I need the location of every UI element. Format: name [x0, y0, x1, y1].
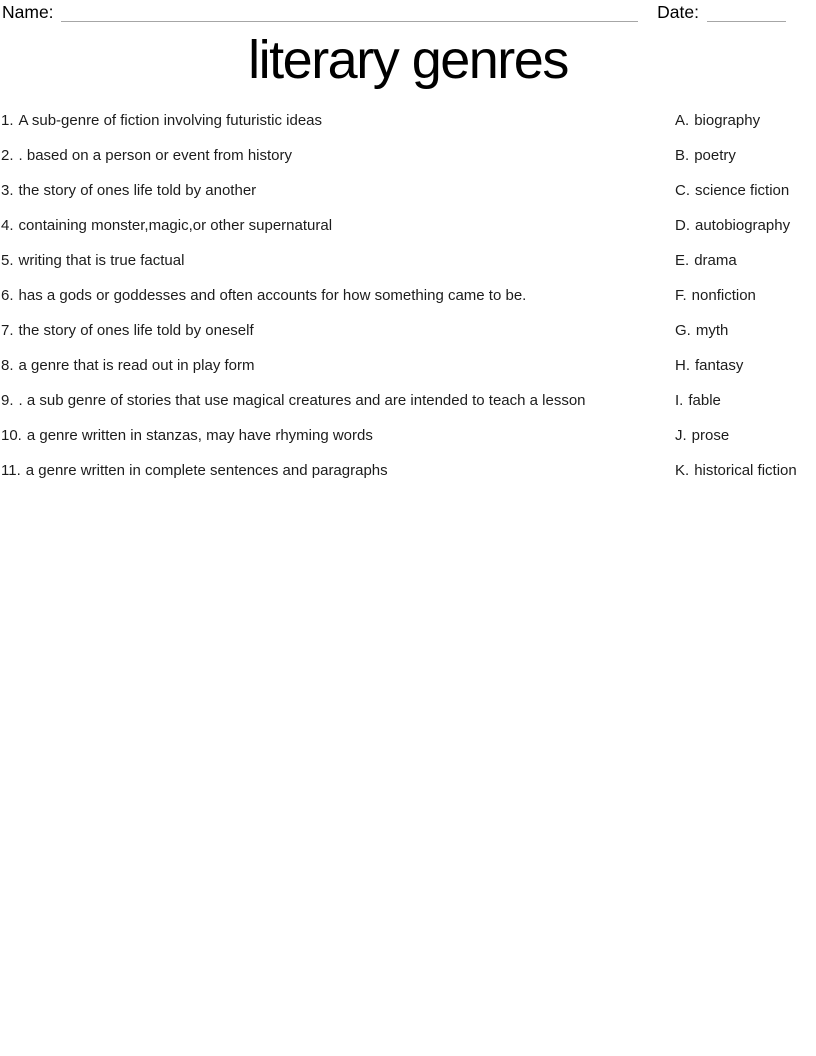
clue-row [1, 313, 675, 348]
clue-number: 7. [1, 322, 14, 339]
answer-letter: K. [675, 462, 690, 479]
matching-exercise [0, 103, 816, 488]
answer-letter: B. [675, 147, 690, 164]
answer-row [675, 103, 816, 138]
answer-row [675, 243, 816, 278]
answer-text: fable [688, 392, 721, 409]
clue-number: 8. [1, 357, 14, 374]
answer-text: autobiography [695, 217, 791, 234]
answer-row [675, 418, 816, 453]
clue-text: a genre written in stanzas, may have rhyming words [26, 427, 373, 444]
clue-text: A sub-genre of fiction involving futuristic ideas [18, 112, 323, 129]
clue-number: 4. [1, 217, 14, 234]
answer-text: poetry [694, 147, 736, 164]
clue-text: containing monster,magic,or other supernatural [18, 217, 333, 234]
answer-text: fantasy [695, 357, 744, 374]
clue-row [1, 418, 675, 453]
answer-letter: J. [675, 427, 687, 444]
clue-text: writing that is true factual [18, 252, 185, 269]
clue-text: the story of ones life told by another [18, 182, 257, 199]
answer-letter: D. [675, 217, 690, 234]
page-title: literary genres [248, 30, 568, 90]
answer-letter: E. [675, 252, 690, 269]
name-field-group [2, 2, 657, 22]
answer-text: prose [691, 427, 730, 444]
answer-letter: H. [675, 357, 690, 374]
answer-letter: C. [675, 182, 690, 199]
clue-text: a genre that is read out in play form [18, 357, 255, 374]
clue-number: 10. [1, 427, 22, 444]
answer-text: myth [695, 322, 729, 339]
clue-text: has a gods or goddesses and often accounts for how something came to be. [18, 287, 527, 304]
answer-row [675, 453, 816, 488]
clue-number: 1. [1, 112, 14, 129]
clue-row [1, 348, 675, 383]
answer-row [675, 383, 816, 418]
clue-number: 9. [1, 392, 14, 409]
answer-letter: F. [675, 287, 687, 304]
answer-text: historical fiction [694, 462, 797, 479]
answer-text: biography [694, 112, 761, 129]
answer-text: nonfiction [691, 287, 756, 304]
answer-row [675, 138, 816, 173]
clue-text: the story of ones life told by oneself [18, 322, 254, 339]
date-field-group [657, 2, 786, 22]
name-label: Name: [2, 2, 54, 22]
answer-row [675, 348, 816, 383]
clue-row [1, 383, 675, 418]
clue-number: 2. [1, 147, 14, 164]
clue-row [1, 208, 675, 243]
clue-number: 5. [1, 252, 14, 269]
answer-letter: A. [675, 112, 690, 129]
clue-row [1, 173, 675, 208]
clue-number: 11. [1, 462, 21, 479]
clues-column [1, 103, 675, 488]
answer-row [675, 208, 816, 243]
clue-number: 3. [1, 182, 14, 199]
clue-number: 6. [1, 287, 14, 304]
answer-row [675, 278, 816, 313]
answers-column [675, 103, 816, 488]
answer-letter: I. [675, 392, 684, 409]
clue-text: . a sub genre of stories that use magical creatures and are intended to teach a lesson [18, 392, 586, 409]
worksheet-header [0, 2, 816, 22]
date-blank-line [707, 6, 786, 22]
clue-row [1, 453, 675, 488]
clue-row [1, 278, 675, 313]
clue-row [1, 138, 675, 173]
clue-text: . based on a person or event from history [18, 147, 292, 164]
name-blank-line [61, 6, 639, 22]
date-label: Date: [657, 2, 699, 22]
answer-row [675, 313, 816, 348]
answer-text: drama [694, 252, 737, 269]
clue-row [1, 103, 675, 138]
answer-letter: G. [675, 322, 691, 339]
clue-text: a genre written in complete sentences and paragraphs [25, 462, 388, 479]
answer-row [675, 173, 816, 208]
answer-text: science fiction [695, 182, 790, 199]
clue-row [1, 243, 675, 278]
